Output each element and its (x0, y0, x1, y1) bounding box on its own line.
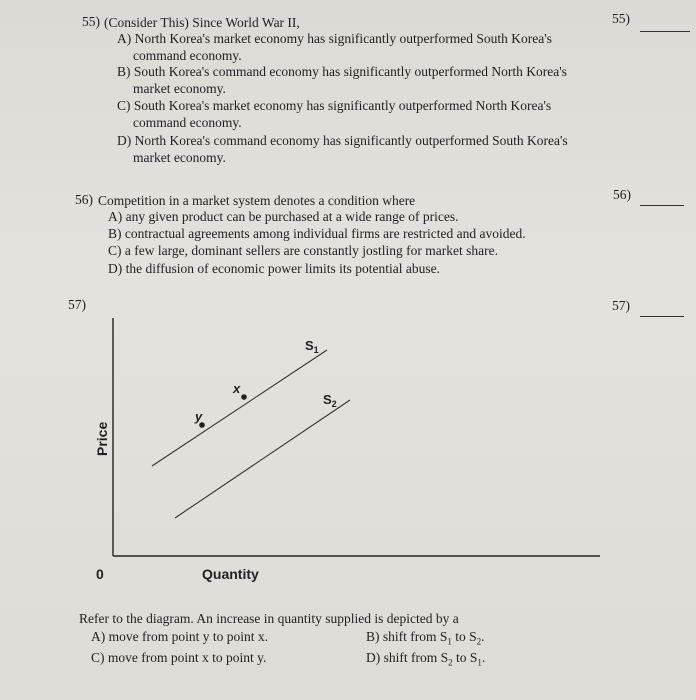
q56-option-a: A) any given product can be purchased at a wide range of prices. (108, 209, 459, 224)
q56-number: 56) (75, 192, 93, 207)
q57-option-b-sub2: 2 (476, 636, 482, 647)
q56-answer-label: 56) (613, 187, 631, 202)
q57-stem: Refer to the diagram. An increase in quantity supplied is depicted by a (79, 611, 459, 626)
q55-option-a-line2: command economy. (133, 48, 242, 63)
q57-option-b (366, 628, 485, 651)
q56-option-b: B) contractual agreements among individual firms are restricted and avoided. (108, 226, 526, 241)
q56-option-c: C) a few large, dominant sellers are constantly jostling for market share. (108, 243, 499, 258)
s2-label (323, 392, 337, 409)
q57-option-d-mid: to S (452, 650, 478, 665)
q55-option-a-line1: A) North Korea's market economy has significantly outperformed South Korea's (117, 31, 552, 46)
point-y-label: y (195, 409, 203, 424)
s1-label-letter: S (305, 338, 314, 353)
q55-option-d-line1: D) North Korea's command economy has significantly outperformed South Korea's (117, 133, 568, 148)
q55-answer-label: 55) (612, 11, 630, 26)
q55-option-c-line1: C) South Korea's market economy has significantly outperformed North Korea's (117, 98, 552, 113)
q55-option-b-line2: market economy. (133, 81, 226, 96)
s2-label-letter: S (323, 392, 332, 407)
q57-option-b-sub1: 1 (447, 636, 452, 647)
q57-option-c: C) move from point x to point y. (91, 650, 267, 665)
q55-option-c-line2: command economy. (133, 115, 242, 130)
q57-option-d-sub1: 2 (448, 657, 453, 668)
q57-option-d (366, 649, 485, 672)
x-axis-label: Quantity (202, 566, 259, 582)
s1-label-sub: 1 (313, 345, 319, 355)
q57-answer-label: 57) (612, 298, 630, 313)
q55-option-b-line1: B) South Korea's command economy has significantly outperformed North Korea's (117, 64, 567, 79)
q55-stem: (Consider This) Since World War II, (104, 15, 300, 30)
q57-option-d-post: . (481, 650, 486, 665)
supply-curve-s1 (152, 350, 327, 466)
q55-number: 55) (82, 14, 100, 29)
point-x (241, 394, 247, 400)
q57-option-d-pre: D) shift from S (366, 650, 449, 665)
q57-option-b-post: . (481, 629, 485, 644)
q56-stem: Competition in a market system denotes a condition where (98, 193, 416, 208)
q57-number: 57) (68, 297, 86, 312)
s1-label (305, 338, 319, 355)
q57-option-b-mid: to S (451, 629, 477, 644)
q55-option-d-line2: market economy. (133, 150, 226, 165)
q57-option-b-pre: B) shift from S (366, 629, 448, 644)
origin-label: 0 (96, 566, 104, 582)
q56-option-d: D) the diffusion of economic power limits its potential abuse. (108, 261, 440, 276)
q57-option-d-sub2: 1 (477, 657, 482, 668)
point-x-label: x (233, 381, 241, 396)
q57-option-a: A) move from point y to point x. (91, 629, 268, 644)
s2-label-sub: 2 (331, 399, 337, 409)
y-axis-label: Price (94, 421, 110, 456)
